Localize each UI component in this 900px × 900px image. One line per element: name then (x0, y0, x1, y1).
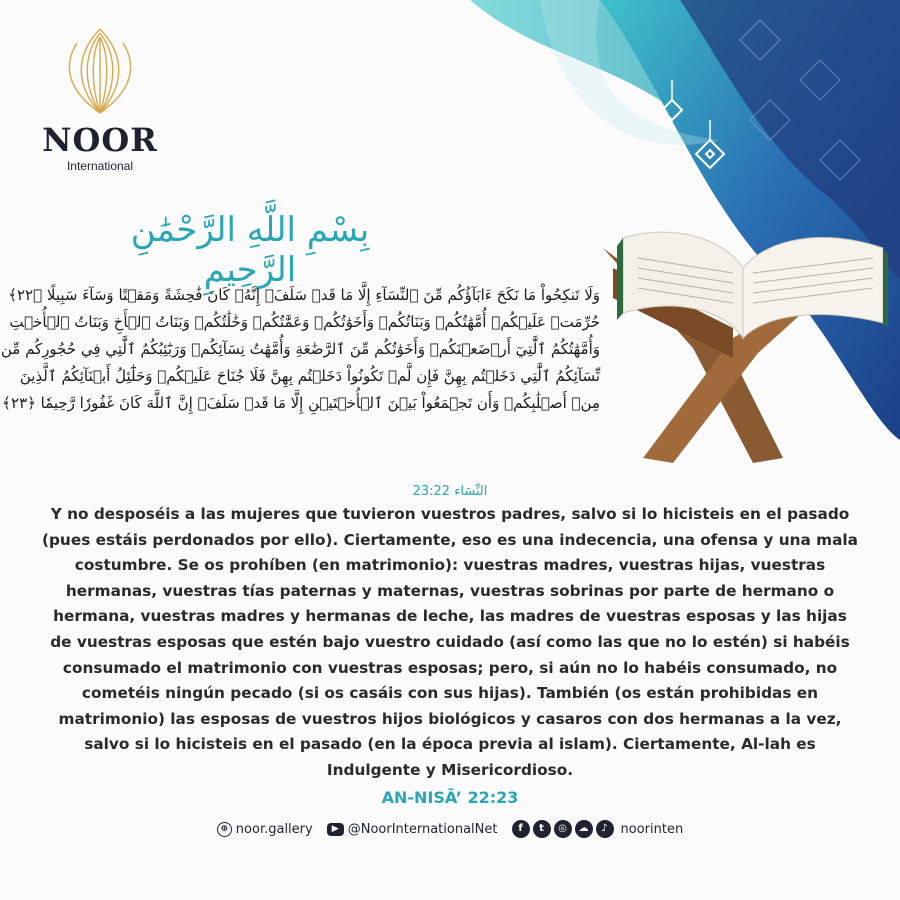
arabic-reference: النِّسَاء 23:22 (412, 484, 488, 499)
facebook-icon[interactable]: f (512, 820, 530, 838)
website-link[interactable] (217, 822, 313, 837)
arabic-line: نِّسَآئِكُمُ ٱلَّٰتِي دَخَلۡتُم بِهِنَّ فَإِن لَّمۡ تَكُونُواْ دَخَلۡتُم بِهِنَّ فَلَا جُنَاحَ عَلَيۡكُمۡ وَحَلَٰٓئِلُ أَبۡنَآئِكُمُ ٱلَّذِينَ (19, 367, 600, 385)
arabic-verse (0, 282, 600, 417)
youtube-label: @NoorInternationalNet (347, 821, 498, 837)
youtube-link[interactable] (327, 822, 498, 837)
verse-reference: AN-NISĀ’ 22:23 (381, 788, 519, 807)
arabic-line: مِنۡ أَصۡلَٰبِكُمۡ وَأَن تَجۡمَعُواْ بَيۡنَ ٱلۡأُخۡتَيۡنِ إِلَّا مَا قَدۡ سَلَفَۗ إِنَّ ٱللَّهَ كَانَ غَفُورٗا رَّحِيمٗا ﴿٢٣﴾ (2, 394, 600, 412)
instagram-icon[interactable]: ◎ (554, 820, 572, 838)
youtube-icon: ▶ (327, 823, 344, 836)
brand-subtitle: International (66, 159, 134, 173)
spanish-translation: Y no desposéis a las mujeres que tuvieron vuestros padres, salvo si lo hicisteis en el pasado (pues estáis perdonados por ello). Ciertamente, eso es una indecencia, una ofensa y una mala costumbre. Se os prohíben (en matrimonio): vuestras madres, vuestras hijas, vuestras hermanas, vuestras tías paternas y maternas, vuestras sobrinas por parte de hermano o hermana, vuestras madres y hermanas de leche, las madres de vuestras esposas y las hijas de vuestras esposas que estén bajo vuestro cuidado (así como las que no lo estén) si habéis consumado el matrimonio con vuestras esposas; pero, si aún no lo habéis consumado, no cometéis ningún pecado (si os casáis con sus hijas). También (os están prohibidas en matrimonio) las esposas de vuestros hijos biológicos y casaros con dos hermanas a la vez, salvo si lo hicisteis en el pasado (en la época previa al islam). Ciertamente, Al-lah es Indulgente y Misericordioso. (41, 505, 858, 779)
website-label: noor.gallery (235, 821, 313, 837)
brand-logo (30, 25, 170, 173)
globe-icon: ⊕ (217, 822, 232, 837)
footer (0, 820, 900, 838)
basmala: بِسْمِ اللَّهِ الرَّحْمَٰنِ الرَّحِيمِ (130, 210, 370, 290)
brand-name: NOOR (42, 121, 158, 159)
arabic-line: وَأُمَّهَٰتُكُمُ ٱلَّٰتِيٓ أَرۡضَعۡنَكُمۡ وَأَخَوَٰتُكُم مِّنَ ٱلرَّضَٰعَةِ وَأُمَّهَٰتُ نِسَآئِكُمۡ وَرَبَٰٓئِبُكُمُ ٱلَّٰتِي فِي حُجُورِكُم مِّن (0, 340, 600, 358)
sunburst-icon (55, 25, 145, 115)
soundcloud-icon[interactable]: ☁ (575, 820, 593, 838)
social-handle: noorinten (620, 821, 684, 837)
arabic-line: حُرِّمَتۡ عَلَيۡكُمۡ أُمَّهَٰتُكُمۡ وَبَنَاتُكُمۡ وَأَخَوَٰتُكُمۡ وَعَمَّٰتُكُمۡ وَخَٰلَٰتُكُمۡ وَبَنَاتُ ٱلۡأَخِ وَبَنَاتُ ٱلۡأُخۡتِ (9, 313, 600, 331)
social-links (512, 820, 684, 838)
twitter-icon[interactable]: t (533, 820, 551, 838)
tiktok-icon[interactable]: ♪ (596, 820, 614, 838)
arabic-line: وَلَا تَنكِحُواْ مَا نَكَحَ ءَابَآؤُكُم مِّنَ ٱلنِّسَآءِ إِلَّا مَا قَدۡ سَلَفَۚ إِنَّهُۥ كَانَ فَٰحِشَةً وَمَقۡتًا وَسَآءَ سَبِيلًا ﴿٢٢﴾ (8, 286, 600, 304)
quran-stand-image (583, 228, 893, 478)
